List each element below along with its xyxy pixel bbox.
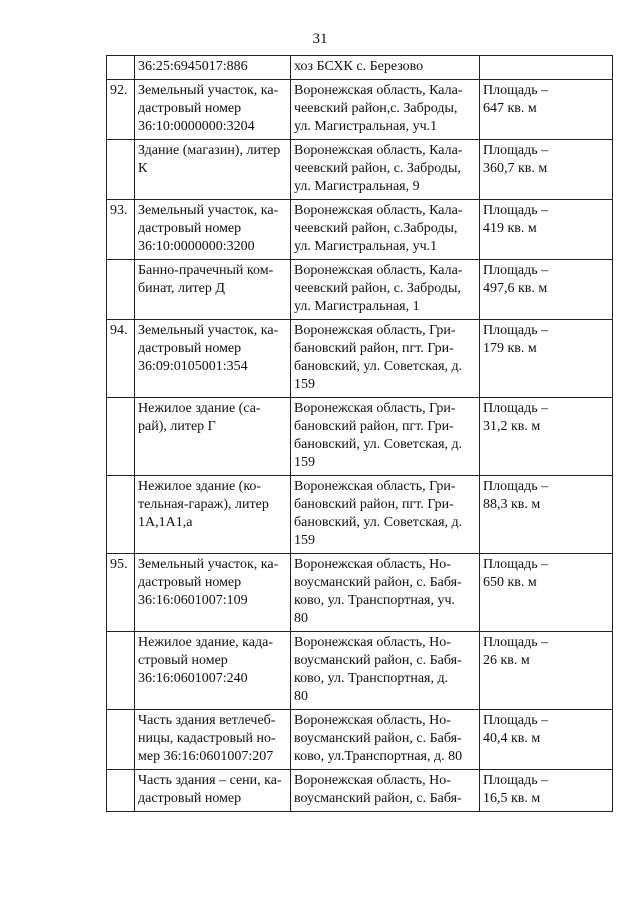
characteristic-cell-line: 40,4 кв. м	[483, 731, 541, 746]
address-cell-line: чеевский район, с. Заброды,	[294, 281, 461, 296]
address-cell-line: Воронежская область, Кала-	[294, 83, 463, 98]
table-row	[107, 398, 613, 476]
address-cell-line: ково, ул.Транспортная, д. 80	[294, 749, 463, 764]
object-cell-line: 36:09:0105001:354	[138, 359, 248, 374]
characteristic-cell-line: Площадь –	[483, 713, 549, 728]
address-cell-line: Воронежская область, Кала-	[294, 143, 463, 158]
object-cell	[135, 476, 291, 554]
characteristic-cell	[480, 710, 613, 770]
address-cell-line: воусманский район, с. Бабя-	[294, 653, 462, 668]
object-cell-line: Нежилое здание (ко-	[138, 479, 262, 494]
address-cell-line: бановский район, пгт. Гри-	[294, 419, 454, 434]
characteristic-cell	[480, 80, 613, 140]
characteristic-cell-line: Площадь –	[483, 635, 549, 650]
table-row	[107, 140, 613, 200]
address-cell-line: ул. Магистральная, 9	[294, 179, 420, 194]
object-cell-line: 36:16:0601007:109	[138, 593, 248, 608]
address-cell-line: 159	[294, 455, 315, 470]
address-cell-line: ково, ул. Транспортная, д.	[294, 671, 449, 686]
object-cell-line: дастровый номер	[138, 221, 242, 236]
address-cell-line: Воронежская область, Но-	[294, 557, 451, 572]
characteristic-cell-line: 179 кв. м	[483, 341, 537, 356]
characteristic-cell-line: 26 кв. м	[483, 653, 530, 668]
row-number-cell	[107, 56, 135, 80]
table-row	[107, 554, 613, 632]
characteristic-cell-line: Площадь –	[483, 323, 549, 338]
characteristic-cell-line: 88,3 кв. м	[483, 497, 541, 512]
characteristic-cell	[480, 770, 613, 812]
object-cell-line: Земельный участок, ка-	[138, 323, 279, 338]
characteristic-cell-line: Площадь –	[483, 203, 549, 218]
address-cell	[291, 770, 480, 812]
object-cell	[135, 554, 291, 632]
row-number-cell	[107, 260, 135, 320]
object-cell-line: дастровый номер	[138, 791, 242, 806]
characteristic-cell-line: Площадь –	[483, 401, 549, 416]
object-cell-line: Нежилое здание (са-	[138, 401, 261, 416]
address-cell-line: чеевский район, с.Заброды,	[294, 221, 458, 236]
address-cell-line: 80	[294, 611, 308, 626]
address-cell-line: чеевский район, с. Заброды,	[294, 161, 461, 176]
address-cell	[291, 710, 480, 770]
row-number-cell	[107, 476, 135, 554]
characteristic-cell-line: 650 кв. м	[483, 575, 537, 590]
address-cell-line: чеевский район,с. Заброды,	[294, 101, 458, 116]
object-cell-line: ницы, кадастровый но-	[138, 731, 276, 746]
table-row	[107, 476, 613, 554]
row-number-cell: 92.	[107, 80, 135, 140]
row-number-cell	[107, 398, 135, 476]
table-row	[107, 80, 613, 140]
row-number-cell: 94.	[107, 320, 135, 398]
address-cell-line: хоз БСХК с. Березово	[294, 59, 424, 74]
property-table	[106, 55, 613, 812]
page-number: 31	[312, 31, 328, 47]
address-cell-line: бановский, ул. Советская, д.	[294, 437, 463, 452]
object-cell	[135, 140, 291, 200]
object-cell	[135, 398, 291, 476]
row-number-cell	[107, 140, 135, 200]
object-cell-line: рай), литер Г	[138, 419, 216, 434]
address-cell	[291, 398, 480, 476]
characteristic-cell	[480, 398, 613, 476]
address-cell-line: воусманский район, с. Бабя-	[294, 731, 462, 746]
address-cell	[291, 200, 480, 260]
object-cell-line: Часть здания ветлечеб-	[138, 713, 276, 728]
object-cell-line: дастровый номер	[138, 575, 242, 590]
object-cell	[135, 260, 291, 320]
object-cell-line: мер 36:16:0601007:207	[138, 749, 274, 764]
characteristic-cell-line: Площадь –	[483, 479, 549, 494]
row-number-cell: 93.	[107, 200, 135, 260]
address-cell-line: бановский район, пгт. Гри-	[294, 341, 454, 356]
row-number-cell	[107, 710, 135, 770]
object-cell-line: Земельный участок, ка-	[138, 557, 279, 572]
address-cell-line: 80	[294, 689, 308, 704]
characteristic-cell-line: 31,2 кв. м	[483, 419, 541, 434]
object-cell	[135, 80, 291, 140]
object-cell	[135, 200, 291, 260]
address-cell-line: бановский, ул. Советская, д.	[294, 515, 463, 530]
address-cell-line: бановский, ул. Советская, д.	[294, 359, 463, 374]
characteristic-cell	[480, 320, 613, 398]
object-cell-line: Земельный участок, ка-	[138, 203, 279, 218]
table-row	[107, 56, 613, 80]
object-cell-line: К	[138, 161, 148, 176]
property-table-body	[107, 56, 613, 812]
address-cell-line: Воронежская область, Гри-	[294, 479, 456, 494]
object-cell-line: Земельный участок, ка-	[138, 83, 279, 98]
address-cell-line: воусманский район, с. Бабя-	[294, 575, 462, 590]
row-number-cell	[107, 770, 135, 812]
characteristic-cell-line: Площадь –	[483, 143, 549, 158]
object-cell-line: Здание (магазин), литер	[138, 143, 281, 158]
characteristic-cell	[480, 632, 613, 710]
characteristic-cell-line: Площадь –	[483, 83, 549, 98]
object-cell	[135, 710, 291, 770]
address-cell-line: Воронежская область, Гри-	[294, 401, 456, 416]
table-row	[107, 770, 613, 812]
address-cell-line: 159	[294, 377, 315, 392]
object-cell	[135, 770, 291, 812]
characteristic-cell-line: 419 кв. м	[483, 221, 537, 236]
characteristic-cell-line: 16,5 кв. м	[483, 791, 541, 806]
table-row	[107, 260, 613, 320]
address-cell-line: бановский район, пгт. Гри-	[294, 497, 454, 512]
row-number-cell	[107, 632, 135, 710]
object-cell-line: дастровый номер	[138, 101, 242, 116]
characteristic-cell	[480, 476, 613, 554]
characteristic-cell	[480, 140, 613, 200]
object-cell-line: Нежилое здание, када-	[138, 635, 273, 650]
address-cell	[291, 476, 480, 554]
object-cell-line: Банно-прачечный ком-	[138, 263, 274, 278]
characteristic-cell-line: Площадь –	[483, 263, 549, 278]
address-cell-line: ково, ул. Транспортная, уч.	[294, 593, 456, 608]
object-cell-line: 36:25:6945017:886	[138, 59, 248, 74]
address-cell-line: 159	[294, 533, 315, 548]
table-row	[107, 632, 613, 710]
object-cell-line: 36:16:0601007:240	[138, 671, 248, 686]
characteristic-cell	[480, 260, 613, 320]
address-cell-line: Воронежская область, Кала-	[294, 263, 463, 278]
object-cell-line: дастровый номер	[138, 341, 242, 356]
object-cell	[135, 632, 291, 710]
address-cell-line: ул. Магистральная, уч.1	[294, 119, 438, 134]
address-cell-line: Воронежская область, Но-	[294, 713, 451, 728]
object-cell-line: 1А,1А1,а	[138, 515, 193, 530]
characteristic-cell	[480, 554, 613, 632]
object-cell-line: Часть здания – сени, ка-	[138, 773, 282, 788]
characteristic-cell-line: Площадь –	[483, 557, 549, 572]
characteristic-cell-line: 360,7 кв. м	[483, 161, 548, 176]
address-cell-line: Воронежская область, Кала-	[294, 203, 463, 218]
address-cell-line: ул. Магистральная, уч.1	[294, 239, 438, 254]
address-cell-line: Воронежская область, Но-	[294, 773, 451, 788]
table-row	[107, 200, 613, 260]
characteristic-cell-line: 497,6 кв. м	[483, 281, 548, 296]
address-cell	[291, 140, 480, 200]
address-cell	[291, 260, 480, 320]
object-cell-line: бинат, литер Д	[138, 281, 225, 296]
characteristic-cell	[480, 56, 613, 80]
address-cell	[291, 80, 480, 140]
row-number-cell: 95.	[107, 554, 135, 632]
object-cell-line: стровый номер	[138, 653, 228, 668]
characteristic-cell-line: Площадь –	[483, 773, 549, 788]
characteristic-cell-line: 647 кв. м	[483, 101, 537, 116]
address-cell	[291, 320, 480, 398]
object-cell	[135, 320, 291, 398]
object-cell-line: 36:10:0000000:3204	[138, 119, 255, 134]
address-cell	[291, 632, 480, 710]
address-cell-line: Воронежская область, Гри-	[294, 323, 456, 338]
object-cell-line: 36:10:0000000:3200	[138, 239, 255, 254]
table-row	[107, 320, 613, 398]
address-cell-line: ул. Магистральная, 1	[294, 299, 420, 314]
characteristic-cell	[480, 200, 613, 260]
address-cell	[291, 56, 480, 80]
address-cell	[291, 554, 480, 632]
address-cell-line: Воронежская область, Но-	[294, 635, 451, 650]
table-row	[107, 710, 613, 770]
object-cell-line: тельная-гараж), литер	[138, 497, 269, 512]
object-cell	[135, 56, 291, 80]
address-cell-line: воусманский район, с. Бабя-	[294, 791, 462, 806]
